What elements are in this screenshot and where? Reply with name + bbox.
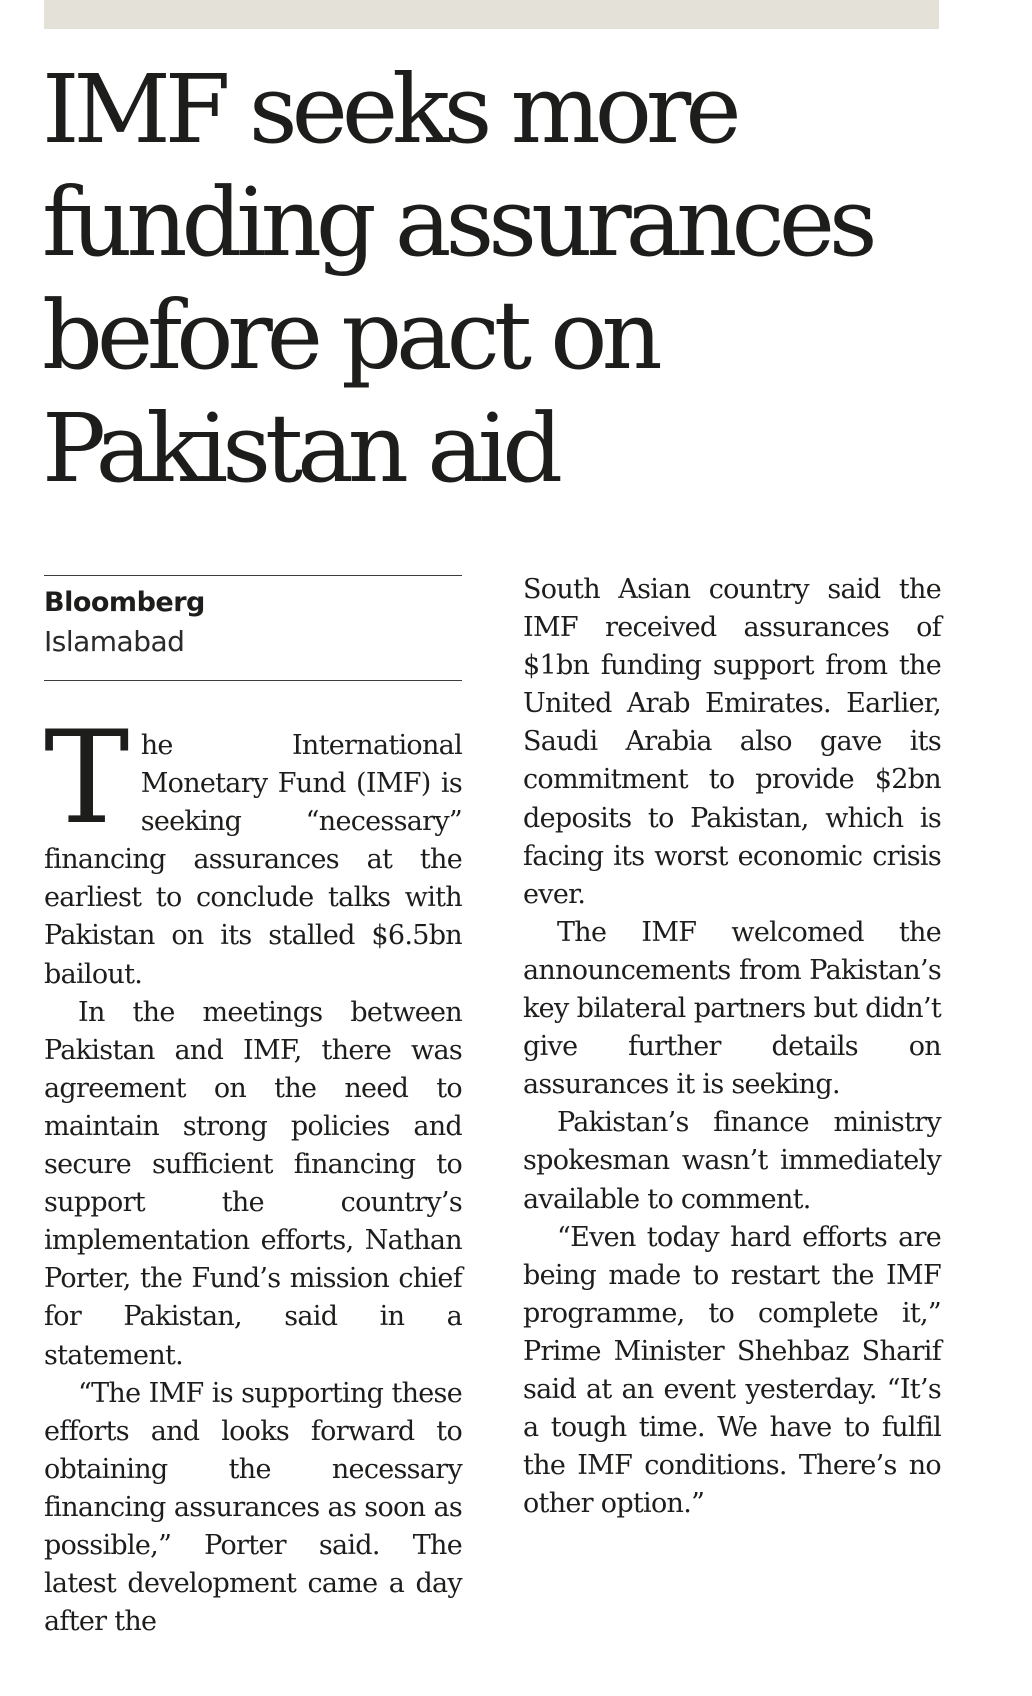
byline-dateline: Islamabad	[44, 625, 185, 658]
article-paragraph-1	[44, 704, 462, 994]
article-paragraph-7: “Even today hard efforts are being made to restart the IMF programme, to complete it,” Prime Minister Shehbaz Sharif said at an event yesterday. “It’s a tough time. We have to fulfil the IMF conditions. There’s no other option.”	[523, 1221, 941, 1520]
article-paragraph-5: The IMF welcomed the announcements from Pakistan’s key bilateral partners but didn’t give further details on assurances it is seeking.	[523, 916, 941, 1101]
drop-cap: T	[44, 704, 129, 853]
article-column-left	[44, 704, 462, 1641]
article-paragraph-3: “The IMF is supporting these efforts and looks forward to obtaining the necessary financing assurances as soon as possible,” Porter said. The latest development came a day after the	[44, 1377, 462, 1638]
article-paragraph-4: South Asian country said the IMF received assurances of $1bn funding support from the United Arab Emirates. Earlier, Saudi Arabia also gave its commitment to provide $2bn deposits to Pakistan, which is facing its worst economic crisis ever.	[523, 574, 941, 910]
article-headline: IMF seeks more funding assurances before pact on Pakistan aid	[42, 55, 872, 504]
top-color-bar	[44, 0, 939, 29]
article-paragraph-2: In the meetings between Pakistan and IMF, there was agreement on the need to maintain strong policies and secure sufficient financing to support the country’s implementation efforts, Nathan Porter, the Fund’s mission chief for Pakistan, said in a statement.	[44, 996, 462, 1371]
article-column-right	[523, 571, 941, 1523]
article-paragraph-6: Pakistan’s finance ministry spokesman wasn’t immediately available to comment.	[523, 1107, 941, 1215]
article-paragraph-1-text: he International Monetary Fund (IMF) is seeking “necessary” financing assurances at the earliest to conclude talks with Pakistan on its stalled $6.5bn bailout.	[44, 730, 462, 990]
byline-agency: Bloomberg	[44, 587, 205, 618]
byline-top-rule	[44, 575, 462, 576]
byline-bottom-rule	[44, 680, 462, 681]
